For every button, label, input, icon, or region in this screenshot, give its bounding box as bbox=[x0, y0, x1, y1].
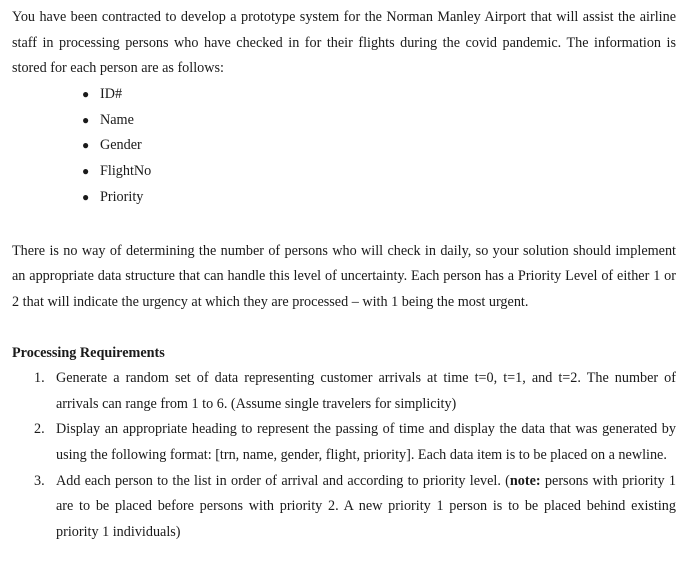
bullet-icon: ● bbox=[82, 189, 90, 204]
requirement-item bbox=[34, 417, 676, 468]
processing-heading: Processing Requirements bbox=[12, 344, 165, 361]
requirement-item bbox=[34, 366, 676, 417]
bullet-icon: ● bbox=[82, 86, 90, 101]
field-label: FlightNo bbox=[100, 163, 152, 180]
item-number: 3. bbox=[34, 472, 45, 489]
bullet-icon: ● bbox=[82, 112, 90, 127]
bullet-icon: ● bbox=[82, 164, 90, 179]
item-number: 1. bbox=[34, 370, 45, 387]
note-label: note: bbox=[509, 472, 541, 489]
bullet-icon: ● bbox=[82, 138, 90, 153]
list-item bbox=[82, 159, 676, 185]
uncertainty-paragraph: There is no way of determining the number of persons who will check in daily, so your solution should implement an appropriate data structure that can handle this level of uncertainty. Each person has a Priority Level of either 1 or 2 that will indicate the urgency at which they are processed – with 1 being the most urgent. bbox=[12, 242, 676, 310]
intro-paragraph: You have been contracted to develop a prototype system for the Norman Manley Airport that will assist the airline staff in processing persons who have checked in for their flights during the covid pandemic. The information is stored for each person are as follows: bbox=[12, 9, 676, 77]
requirement-text-before: Add each person to the list in order of arrival and according to priority level. ( bbox=[56, 472, 510, 489]
requirement-item bbox=[34, 469, 676, 546]
field-label: Priority bbox=[100, 188, 144, 205]
requirements-list bbox=[34, 366, 676, 545]
item-number: 2. bbox=[34, 421, 45, 438]
list-item bbox=[82, 133, 676, 159]
document bbox=[12, 5, 676, 545]
requirement-text: Display an appropriate heading to represent the passing of time and display the data that was generated by using the following format: [trn, name, gender, flight, priority]. Each data item is to be placed on a newline. bbox=[56, 421, 676, 463]
requirement-text: Generate a random set of data representing customer arrivals at time t=0, t=1, and t=2. The number of arrivals can range from 1 to 6. (Assume single travelers for simplicity) bbox=[56, 370, 676, 412]
stored-fields-list bbox=[82, 82, 676, 211]
list-item bbox=[82, 108, 676, 134]
list-item bbox=[82, 185, 676, 211]
requirement-text-after: persons with priority 1 are to be placed before persons with priority 2. A new priority 1 person is to be placed behind existing priority 1 individuals) bbox=[56, 472, 676, 540]
field-label: Name bbox=[100, 111, 134, 128]
field-label: ID# bbox=[100, 85, 123, 102]
field-label: Gender bbox=[100, 137, 142, 154]
list-item bbox=[82, 82, 676, 108]
